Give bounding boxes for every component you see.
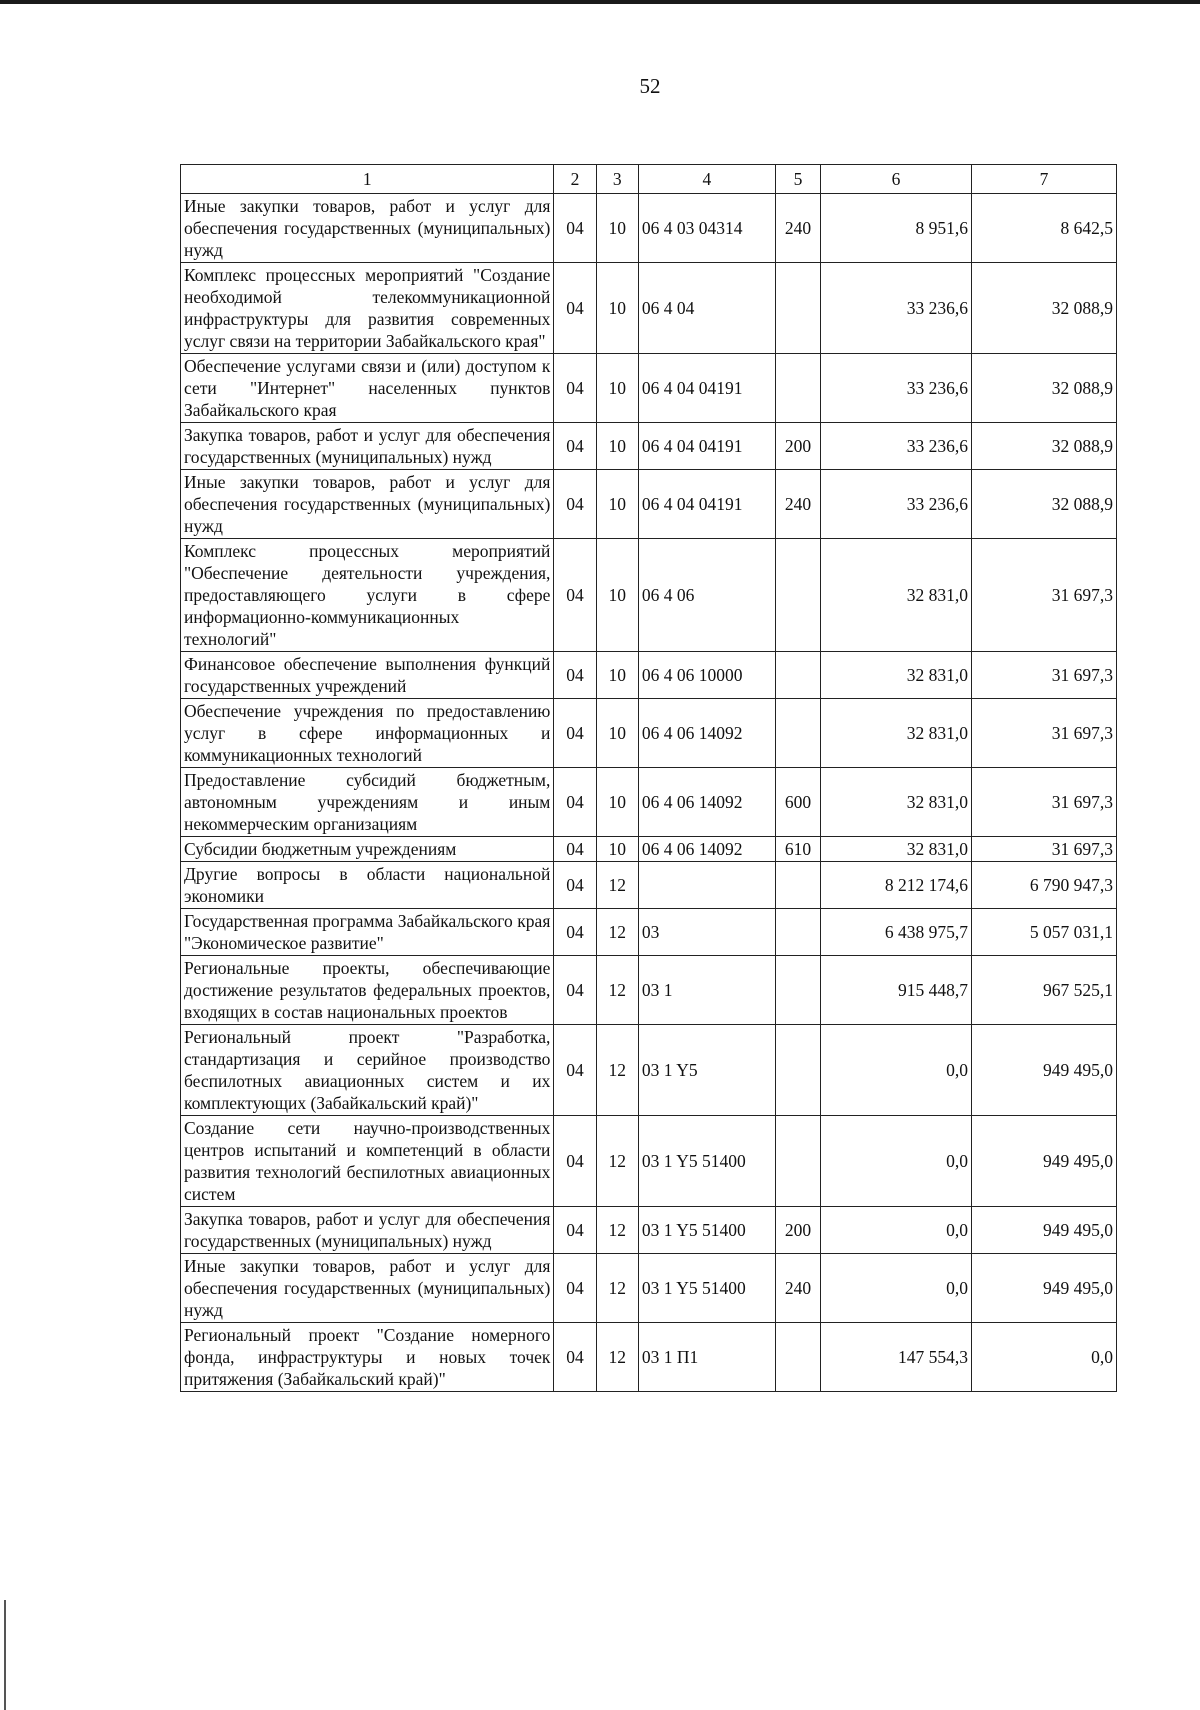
table-row — [181, 909, 1117, 956]
header-col-2: 2 — [554, 165, 596, 194]
row-subsection-code: 12 — [596, 909, 638, 956]
row-amount-col7: 0,0 — [972, 1323, 1117, 1392]
row-expense-type — [775, 956, 820, 1025]
row-amount-col6: 0,0 — [821, 1254, 972, 1323]
row-subsection-code: 10 — [596, 652, 638, 699]
row-description: Субсидии бюджетным учреждениям — [181, 837, 554, 862]
row-target-article: 06 4 06 14092 — [638, 768, 775, 837]
row-expense-type: 200 — [775, 1207, 820, 1254]
row-target-article: 06 4 04 04191 — [638, 423, 775, 470]
row-subsection-code: 10 — [596, 768, 638, 837]
row-amount-col7: 8 642,5 — [972, 194, 1117, 263]
row-description: Закупка товаров, работ и услуг для обеспечения государственных (муниципальных) нужд — [181, 1207, 554, 1254]
row-subsection-code: 12 — [596, 1323, 638, 1392]
row-target-article: 03 1 Y5 51400 — [638, 1254, 775, 1323]
row-expense-type — [775, 909, 820, 956]
table-row — [181, 1323, 1117, 1392]
row-amount-col7: 31 697,3 — [972, 699, 1117, 768]
header-col-1: 1 — [181, 165, 554, 194]
row-amount-col7: 949 495,0 — [972, 1025, 1117, 1116]
row-amount-col6: 33 236,6 — [821, 263, 972, 354]
table-row — [181, 956, 1117, 1025]
table-header-row — [181, 165, 1117, 194]
row-amount-col6: 32 831,0 — [821, 837, 972, 862]
header-col-7: 7 — [972, 165, 1117, 194]
row-expense-type — [775, 1116, 820, 1207]
row-amount-col6: 33 236,6 — [821, 423, 972, 470]
row-description: Закупка товаров, работ и услуг для обеспечения государственных (муниципальных) нужд — [181, 423, 554, 470]
table-row — [181, 862, 1117, 909]
row-amount-col7: 32 088,9 — [972, 423, 1117, 470]
row-amount-col6: 33 236,6 — [821, 354, 972, 423]
row-amount-col7: 949 495,0 — [972, 1116, 1117, 1207]
row-amount-col7: 32 088,9 — [972, 470, 1117, 539]
row-target-article: 06 4 04 — [638, 263, 775, 354]
row-target-article: 06 4 04 04191 — [638, 354, 775, 423]
row-section-code: 04 — [554, 194, 596, 263]
row-section-code: 04 — [554, 768, 596, 837]
row-expense-type — [775, 652, 820, 699]
row-description: Обеспечение учреждения по предоставлению услуг в сфере информационных и коммуникационных технологий — [181, 699, 554, 768]
row-description: Создание сети научно-производственных центров испытаний и компетенций в области развития технологий беспилотных авиационных систем — [181, 1116, 554, 1207]
row-expense-type — [775, 539, 820, 652]
row-amount-col6: 8 212 174,6 — [821, 862, 972, 909]
row-description: Другие вопросы в области национальной экономики — [181, 862, 554, 909]
row-target-article: 03 1 П1 — [638, 1323, 775, 1392]
header-col-3: 3 — [596, 165, 638, 194]
row-subsection-code: 10 — [596, 354, 638, 423]
row-section-code: 04 — [554, 1025, 596, 1116]
row-description: Предоставление субсидий бюджетным, автономным учреждениям и иным некоммерческим организациям — [181, 768, 554, 837]
row-amount-col6: 33 236,6 — [821, 470, 972, 539]
row-target-article: 03 1 — [638, 956, 775, 1025]
row-section-code: 04 — [554, 1254, 596, 1323]
row-expense-type — [775, 263, 820, 354]
row-section-code: 04 — [554, 956, 596, 1025]
row-subsection-code: 10 — [596, 263, 638, 354]
row-amount-col7: 5 057 031,1 — [972, 909, 1117, 956]
row-target-article: 03 1 Y5 — [638, 1025, 775, 1116]
table-row — [181, 1025, 1117, 1116]
row-section-code: 04 — [554, 862, 596, 909]
row-target-article: 06 4 06 — [638, 539, 775, 652]
row-section-code: 04 — [554, 699, 596, 768]
row-section-code: 04 — [554, 1207, 596, 1254]
row-expense-type: 240 — [775, 1254, 820, 1323]
row-target-article: 06 4 04 04191 — [638, 470, 775, 539]
row-expense-type: 240 — [775, 470, 820, 539]
row-expense-type: 600 — [775, 768, 820, 837]
row-expense-type — [775, 699, 820, 768]
row-target-article: 03 — [638, 909, 775, 956]
row-amount-col7: 967 525,1 — [972, 956, 1117, 1025]
row-amount-col6: 0,0 — [821, 1025, 972, 1116]
row-section-code: 04 — [554, 263, 596, 354]
scan-edge-line — [4, 1600, 6, 1710]
row-expense-type — [775, 862, 820, 909]
row-subsection-code: 12 — [596, 956, 638, 1025]
row-subsection-code: 10 — [596, 699, 638, 768]
row-target-article: 06 4 03 04314 — [638, 194, 775, 263]
row-amount-col6: 0,0 — [821, 1116, 972, 1207]
header-col-6: 6 — [821, 165, 972, 194]
budget-table — [180, 164, 1117, 1392]
table-row — [181, 837, 1117, 862]
header-col-5: 5 — [775, 165, 820, 194]
table-row — [181, 539, 1117, 652]
row-section-code: 04 — [554, 423, 596, 470]
row-amount-col6: 6 438 975,7 — [821, 909, 972, 956]
row-amount-col7: 31 697,3 — [972, 652, 1117, 699]
row-amount-col7: 31 697,3 — [972, 539, 1117, 652]
row-section-code: 04 — [554, 1323, 596, 1392]
row-expense-type — [775, 1025, 820, 1116]
row-description: Комплекс процессных мероприятий "Обеспечение деятельности учреждения, предоставляющего услуги в сфере информационно-коммуникационных технологий" — [181, 539, 554, 652]
row-subsection-code: 10 — [596, 194, 638, 263]
row-description: Региональный проект "Разработка, стандартизация и серийное производство беспилотных авиационных систем и их комплектующих (Забайкальский край)" — [181, 1025, 554, 1116]
row-description: Финансовое обеспечение выполнения функций государственных учреждений — [181, 652, 554, 699]
row-expense-type — [775, 354, 820, 423]
row-expense-type: 240 — [775, 194, 820, 263]
table-row — [181, 354, 1117, 423]
row-subsection-code: 10 — [596, 539, 638, 652]
row-section-code: 04 — [554, 1116, 596, 1207]
row-amount-col6: 32 831,0 — [821, 768, 972, 837]
table-row — [181, 652, 1117, 699]
row-amount-col7: 31 697,3 — [972, 837, 1117, 862]
row-expense-type: 610 — [775, 837, 820, 862]
table-row — [181, 470, 1117, 539]
row-amount-col6: 32 831,0 — [821, 539, 972, 652]
row-description: Иные закупки товаров, работ и услуг для обеспечения государственных (муниципальных) нужд — [181, 194, 554, 263]
table-row — [181, 263, 1117, 354]
row-expense-type: 200 — [775, 423, 820, 470]
row-target-article: 03 1 Y5 51400 — [638, 1207, 775, 1254]
row-amount-col6: 32 831,0 — [821, 652, 972, 699]
table-body — [181, 194, 1117, 1392]
row-section-code: 04 — [554, 652, 596, 699]
row-expense-type — [775, 1323, 820, 1392]
row-description: Региональный проект "Создание номерного фонда, инфраструктуры и новых точек притяжения (Забайкальский край)" — [181, 1323, 554, 1392]
row-subsection-code: 10 — [596, 837, 638, 862]
table-row — [181, 768, 1117, 837]
row-amount-col6: 147 554,3 — [821, 1323, 972, 1392]
row-subsection-code: 12 — [596, 1025, 638, 1116]
table-row — [181, 1116, 1117, 1207]
table-row — [181, 194, 1117, 263]
row-description: Иные закупки товаров, работ и услуг для обеспечения государственных (муниципальных) нужд — [181, 1254, 554, 1323]
row-target-article: 03 1 Y5 51400 — [638, 1116, 775, 1207]
table-row — [181, 423, 1117, 470]
row-subsection-code: 10 — [596, 423, 638, 470]
row-target-article: 06 4 06 14092 — [638, 699, 775, 768]
row-amount-col6: 32 831,0 — [821, 699, 972, 768]
row-description: Иные закупки товаров, работ и услуг для обеспечения государственных (муниципальных) нужд — [181, 470, 554, 539]
row-amount-col6: 915 448,7 — [821, 956, 972, 1025]
row-description: Комплекс процессных мероприятий "Создание необходимой телекоммуникационной инфраструктуры для развития современных услуг связи на территории Забайкальского края" — [181, 263, 554, 354]
row-amount-col7: 949 495,0 — [972, 1254, 1117, 1323]
row-subsection-code: 12 — [596, 1207, 638, 1254]
row-target-article — [638, 862, 775, 909]
row-subsection-code: 12 — [596, 1254, 638, 1323]
header-col-4: 4 — [638, 165, 775, 194]
page-number: 52 — [639, 74, 661, 98]
top-border-line — [0, 0, 1200, 4]
row-target-article: 06 4 06 10000 — [638, 652, 775, 699]
row-subsection-code: 12 — [596, 862, 638, 909]
row-amount-col6: 0,0 — [821, 1207, 972, 1254]
row-section-code: 04 — [554, 470, 596, 539]
row-section-code: 04 — [554, 837, 596, 862]
row-description: Государственная программа Забайкальского края "Экономическое развитие" — [181, 909, 554, 956]
row-section-code: 04 — [554, 539, 596, 652]
row-amount-col6: 8 951,6 — [821, 194, 972, 263]
row-description: Обеспечение услугами связи и (или) доступом к сети "Интернет" населенных пунктов Забайкальского края — [181, 354, 554, 423]
row-target-article: 06 4 06 14092 — [638, 837, 775, 862]
row-amount-col7: 31 697,3 — [972, 768, 1117, 837]
row-section-code: 04 — [554, 354, 596, 423]
row-amount-col7: 32 088,9 — [972, 263, 1117, 354]
row-amount-col7: 32 088,9 — [972, 354, 1117, 423]
row-amount-col7: 949 495,0 — [972, 1207, 1117, 1254]
row-description: Региональные проекты, обеспечивающие достижение результатов федеральных проектов, входящих в состав национальных проектов — [181, 956, 554, 1025]
row-subsection-code: 10 — [596, 470, 638, 539]
row-section-code: 04 — [554, 909, 596, 956]
row-subsection-code: 12 — [596, 1116, 638, 1207]
table-row — [181, 1254, 1117, 1323]
row-amount-col7: 6 790 947,3 — [972, 862, 1117, 909]
table-row — [181, 699, 1117, 768]
table-row — [181, 1207, 1117, 1254]
